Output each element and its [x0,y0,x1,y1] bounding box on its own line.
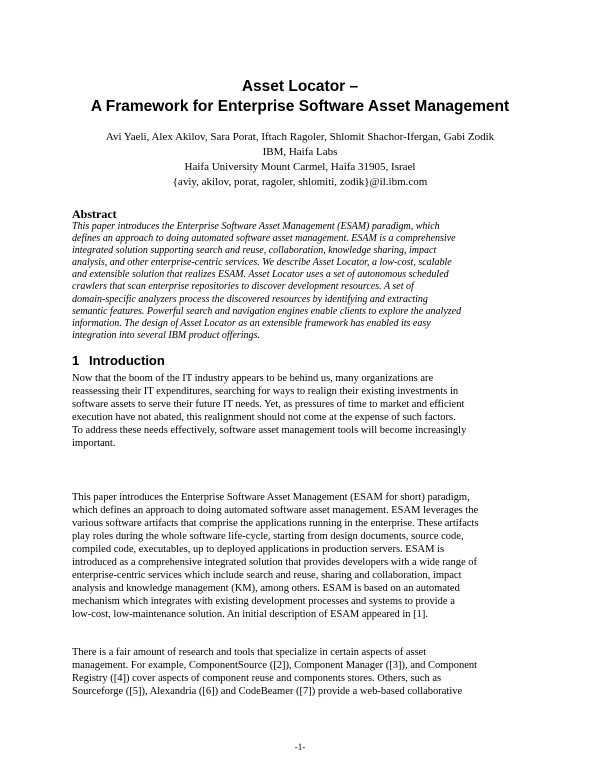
paragraph-line: play roles during the whole software life-cycle, starting from design documents, source code, [72,531,464,542]
paragraph-line: important. [72,438,116,449]
paragraph-line: introduced as a comprehensive integrated solution that provides developers with a wide range of [72,557,477,568]
author-emails: {aviy, akilov, porat, ragoler, shlomiti, zodik}@il.ibm.com [172,176,428,188]
abstract-body [72,221,532,342]
abstract-line: information. The design of Asset Locator as an extensible framework has enabled its easy [72,317,431,329]
abstract-line: analysis, and other enterprise-centric services. We describe Asset Locator, a low-cost, scalable [72,257,452,269]
abstract-line: semantic features. Powerful search and navigation engines enable clients to explore the analyzed [72,305,462,317]
paragraph-line: management. For example, ComponentSource ([2]), Component Manager ([3]), and Component [72,660,478,671]
paragraph-line: This paper introduces the Enterprise Software Asset Management (ESAM for short) paradigm, [72,492,470,503]
paragraph-line: mechanism which integrates with existing development processes and systems to provide a [72,596,455,607]
paragraph-line: There is a fair amount of research and tools that specialize in certain aspects of asset [72,647,427,658]
paragraph-line: reassessing their IT expenditures, searching for ways to realign their existing investments in [72,386,459,397]
author-names: Avi Yaeli, Alex Akilov, Sara Porat, Iftach Ragoler, Shlomit Shachor-Ifergan, Gabi Zodik [105,131,495,143]
page-number: -1- [294,742,306,752]
paragraph-line: low-cost, low-maintenance solution. An initial description of ESAM appeared in [1]. [72,609,429,620]
paragraph-line: enterprise-centric services which include search and reuse, sharing and collaboration, impact [72,570,462,581]
intro-paragraph-3 [72,646,532,698]
intro-paragraph-1 [72,372,532,450]
author-address: Haifa University Mount Carmel, Haifa 31905, Israel [184,161,416,173]
paragraph-line: analysis and knowledge management (KM), among others. ESAM is based on an automated [72,583,460,594]
author-block [0,130,600,190]
title-line-2: A Framework for Enterprise Software Asset Management [90,98,510,115]
paragraph-line: To address these needs effectively, software asset management tools will become increasingly [72,425,467,436]
abstract-line: integration into several IBM product offerings. [72,329,260,341]
abstract-line: crawlers that scan enterprise repositories to discover development resources. A set of [72,281,414,293]
abstract-line: and extensible solution that realizes ESAM. Asset Locator uses a set of autonomous scheduled [72,269,449,281]
title-line-1: Asset Locator – [241,78,359,95]
author-affiliation: IBM, Haifa Labs [262,146,338,158]
paragraph-line: Sourceforge ([5]), Alexandria ([6]) and CodeBeamer ([7]) provide a web-based collaborative [72,686,463,697]
paragraph-line: compiled code, executables, up to deployed applications in production servers. ESAM is [72,544,445,555]
abstract-line: domain-specific analyzers process the discovered resources by identifying and extracting [72,293,428,305]
abstract-line: integrated solution supporting search and reuse, collaboration, knowledge sharing, impact [72,245,437,257]
paragraph-line: various software artifacts that comprise the applications running in the enterprise. These artifacts [72,518,479,529]
section-title: Introduction [89,353,165,368]
paragraph-line: execution have not abated, this realignment should not come at the expense of such factors. [72,412,456,423]
section-number: 1 [72,353,80,368]
abstract-line: This paper introduces the Enterprise Software Asset Management (ESAM) paradigm, which [72,221,440,232]
section-heading-introduction [72,353,165,369]
paragraph-line: which defines an approach to doing automated software asset management. ESAM leverages the [72,505,479,516]
paragraph-line: Registry ([4]) cover aspects of component reuse and components stores. Others, such as [72,673,442,684]
abstract-line: defines an approach to doing automated software asset management. ESAM is a comprehensive [72,233,456,245]
intro-paragraph-2 [72,491,532,621]
paragraph-line: software assets to serve their future IT needs. Yet, as pressures of time to market and efficient [72,399,465,410]
paper-title [0,77,600,117]
abstract-heading: Abstract [72,207,117,221]
paragraph-line: Now that the boom of the IT industry appears to be behind us, many organizations are [72,373,434,384]
